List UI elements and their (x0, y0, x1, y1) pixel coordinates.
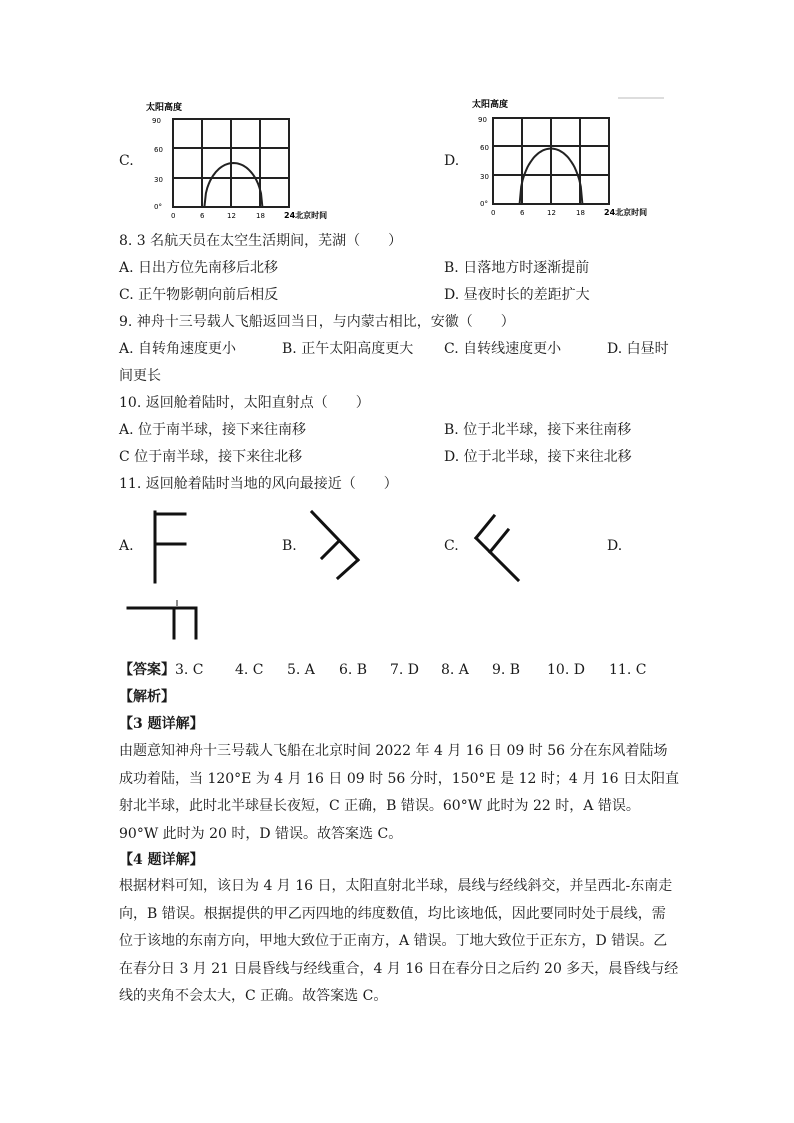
option-c-label: C. (119, 153, 134, 169)
chart-d-grid (493, 118, 609, 204)
answer-item: 11. C (609, 662, 647, 678)
chart-c-ytick: 30 (154, 176, 163, 184)
sun-altitude-chart-c (140, 96, 328, 224)
wind-symbol-a (145, 508, 195, 586)
q9-option-d-continued: 间更长 (119, 368, 161, 384)
chart-c-sun-curve (204, 163, 262, 207)
q4-detail-label: 【4 题详解】 (119, 852, 204, 868)
chart-c-xtick: 12 (227, 212, 236, 220)
q10-option-c: C 位于南半球，接下来往北移 (119, 449, 303, 465)
q10-option-a: A. 位于南半球，接下来往南移 (119, 422, 307, 438)
answer-line (119, 661, 646, 679)
q9-stem: 9. 神舟十三号载人飞船返回当日，与内蒙古相比，安徽（ ） (119, 314, 515, 330)
answer-item: 3. C (175, 662, 204, 678)
sun-altitude-chart-d (468, 94, 668, 222)
q9-option-d: D. 白昼时 (607, 341, 669, 357)
chart-d-xlabel: 24北京时间 (604, 208, 648, 217)
q3-detail-label: 【3 题详解】 (119, 716, 204, 732)
q11-option-a-label: A. (119, 538, 134, 554)
q9-option-b: B. 正午太阳高度更大 (282, 341, 414, 357)
answer-item: 9. B (492, 662, 521, 678)
answer-label: 【答案】 (119, 662, 175, 678)
chart-d-xtick: 12 (547, 209, 556, 217)
q10-option-b: B. 位于北半球，接下来往南移 (444, 422, 632, 438)
chart-c-xtick: 18 (256, 212, 265, 220)
wind-symbol-c (464, 508, 528, 584)
chart-d-ytick: 30 (480, 173, 489, 181)
answer-item: 7. D (390, 662, 420, 678)
q8-option-d: D. 昼夜时长的差距扩大 (444, 287, 590, 303)
chart-c-xtick: 0 (171, 212, 176, 220)
chart-c-ytick: 60 (154, 146, 163, 154)
q11-option-d-label: D. (607, 538, 623, 554)
q8-stem: 8. 3 名航天员在太空生活期间，芜湖（ ） (119, 233, 403, 249)
answer-item: 8. A (441, 662, 469, 678)
q9-option-a: A. 自转角速度更小 (119, 341, 237, 357)
chart-d-ytick: 90 (478, 116, 487, 124)
q10-option-d: D. 位于北半球，接下来往北移 (444, 449, 632, 465)
chart-d-xtick: 18 (576, 209, 585, 217)
answer-item: 10. D (547, 662, 585, 678)
q8-option-a: A. 日出方位先南移后北移 (119, 260, 279, 276)
answer-item: 6. B (339, 662, 368, 678)
chart-c-xtick: 6 (200, 212, 205, 220)
option-d-label: D. (444, 153, 460, 169)
analysis-label: 【解析】 (119, 689, 175, 705)
q9-option-c: C. 自转线速度更小 (444, 341, 562, 357)
chart-d-ytick: 0° (480, 200, 488, 208)
chart-c-ytick: 0° (154, 203, 162, 211)
chart-c-xlabel: 24北京时间 (284, 211, 328, 220)
chart-c-ytick: 90 (152, 117, 161, 125)
answer-item: 5. A (287, 662, 315, 678)
wind-symbol-d (124, 598, 204, 642)
chart-c-ylabel: 太阳高度 (146, 103, 183, 113)
q8-option-c: C. 正午物影朝向前后相反 (119, 287, 279, 303)
wind-symbol-b (302, 506, 366, 582)
q11-stem: 11. 返回舱着陆时当地的风向最接近（ ） (119, 476, 398, 492)
chart-d-xtick: 6 (520, 209, 525, 217)
chart-d-ytick: 60 (480, 144, 489, 152)
chart-d-xtick: 0 (491, 209, 496, 217)
q3-detail-text: 由题意知神舟十三号载人飞船在北京时间 2022 年 4 月 16 日 09 时 56 分在东风着陆场成功着陆，当 120°E 为 4 月 16 日 09 时 56 分时，150°E 是 12 时；4 月 16 日太阳直射北半球，此时北半球昼长夜短，C 正确，B 错误。60°W 此时为 22 时，A 错误。90°W 此时为 20 时，D 错误。故答案选 C。 (119, 743, 679, 842)
answer-item: 4. C (235, 662, 264, 678)
q8-option-b: B. 日落地方时逐渐提前 (444, 260, 590, 276)
q4-detail-text: 根据材料可知，该日为 4 月 16 日，太阳直射北半球，晨线与经线斜交，并呈西北-东南走向，B 错误。根据提供的甲乙丙四地的纬度数值，均比该地低，因此要同时处于晨线，需位于该地的东南方向，甲地大致位于正南方，A 错误。丁地大致位于正东方，D 错误。乙在春分日 3 月 21 日晨昏线与经线重合，4 月 16 日在春分日之后约 20 多天，晨昏线与经线的夹角不会太大，C 正确。故答案选 C。 (119, 878, 679, 1004)
chart-d-ylabel: 太阳高度 (472, 100, 509, 110)
q10-stem: 10. 返回舱着陆时，太阳直射点（ ） (119, 395, 370, 411)
q11-option-c-label: C. (444, 538, 459, 554)
q11-option-b-label: B. (282, 538, 297, 554)
